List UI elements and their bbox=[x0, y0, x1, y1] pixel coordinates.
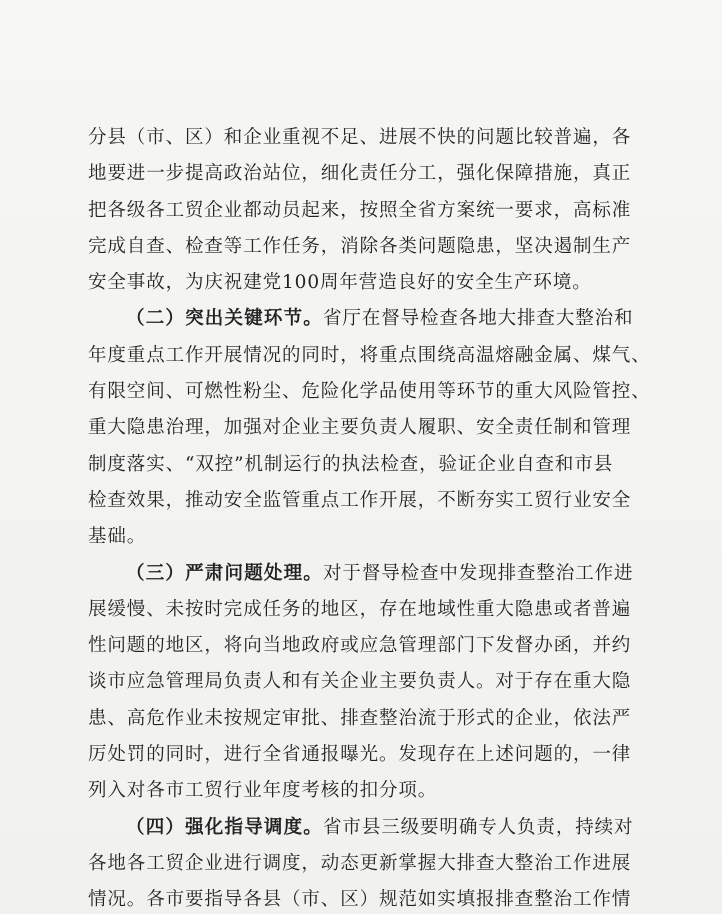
line-text: 制度落实、“双控”机制运行的执法检查，验证企业自查和市县 bbox=[88, 453, 614, 475]
line-text: 年度重点工作开展情况的同时，将重点围绕高温熔融金属、煤气、 bbox=[88, 344, 651, 366]
line-text: 省市县三级要明确专人负责，持续对 bbox=[323, 816, 634, 838]
text-line bbox=[88, 628, 678, 664]
text-line bbox=[88, 519, 678, 555]
line-text: 各地各工贸企业进行调度，动态更新掌握大排查大整治工作进展 bbox=[88, 852, 632, 874]
text-line bbox=[88, 737, 678, 773]
text-line bbox=[88, 846, 678, 882]
section-line bbox=[88, 556, 678, 592]
text-line bbox=[88, 447, 678, 483]
section-line bbox=[88, 301, 678, 337]
text-line bbox=[88, 483, 678, 519]
line-text: 把各级各工贸企业都动员起来，按照全省方案统一要求，高标准 bbox=[88, 199, 632, 221]
text-line bbox=[88, 882, 678, 914]
section-heading: （三）严肃问题处理。 bbox=[126, 562, 324, 584]
line-text: 省厅在督导检查各地大排查大整治和 bbox=[323, 308, 634, 330]
text-line bbox=[88, 374, 678, 410]
text-line bbox=[88, 229, 678, 265]
line-text: 地要进一步提高政治站位，细化责任分工，强化保障措施，真正 bbox=[88, 163, 632, 185]
line-text: 对于督导检查中发现排查整治工作进 bbox=[323, 562, 634, 584]
line-text: 厉处罚的同时，进行全省通报曝光。发现存在上述问题的，一律 bbox=[88, 744, 632, 766]
line-text: 检查效果，推动安全监管重点工作开展，不断夯实工贸行业安全 bbox=[88, 489, 632, 511]
section-line bbox=[88, 810, 678, 846]
line-text: 患、高危作业未按规定审批、排查整治流于形式的企业，依法严 bbox=[88, 707, 632, 729]
text-line bbox=[88, 664, 678, 700]
text-line bbox=[88, 193, 678, 229]
line-text: 性问题的地区，将向当地政府或应急管理部门下发督办函，并约 bbox=[88, 635, 632, 657]
text-line bbox=[88, 120, 678, 156]
text-line bbox=[88, 156, 678, 192]
text-line bbox=[88, 338, 678, 374]
line-text: 重大隐患治理，加强对企业主要负责人履职、安全责任制和管理 bbox=[88, 417, 632, 439]
line-text: 分县（市、区）和企业重视不足、进展不快的问题比较普遍，各 bbox=[88, 127, 632, 148]
line-text: 完成自查、检查等工作任务，消除各类问题隐患，坚决遏制生产 bbox=[88, 235, 632, 257]
text-line bbox=[88, 701, 678, 737]
text-line bbox=[88, 265, 678, 301]
text-line bbox=[88, 410, 678, 446]
line-text: 列入对各市工贸行业年度考核的扣分项。 bbox=[88, 780, 438, 802]
line-text: 情况。各市要指导各县（市、区）规范如实填报排查整治工作情 bbox=[88, 889, 632, 911]
text-line bbox=[88, 773, 678, 809]
line-text: 基础。 bbox=[88, 526, 147, 548]
line-text: 谈市应急管理局负责人和有关企业主要负责人。对于存在重大隐 bbox=[88, 671, 632, 693]
section-heading: （四）强化指导调度。 bbox=[126, 816, 324, 838]
section-heading: （二）突出关键环节。 bbox=[126, 308, 324, 330]
document-body bbox=[88, 120, 678, 914]
line-text: 安全事故，为庆祝建党100周年营造良好的安全生产环境。 bbox=[88, 272, 592, 294]
text-line bbox=[88, 592, 678, 628]
line-text: 有限空间、可燃性粉尘、危险化学品使用等环节的重大风险管控、 bbox=[88, 381, 651, 403]
line-text: 展缓慢、未按时完成任务的地区，存在地域性重大隐患或者普遍 bbox=[88, 598, 632, 620]
